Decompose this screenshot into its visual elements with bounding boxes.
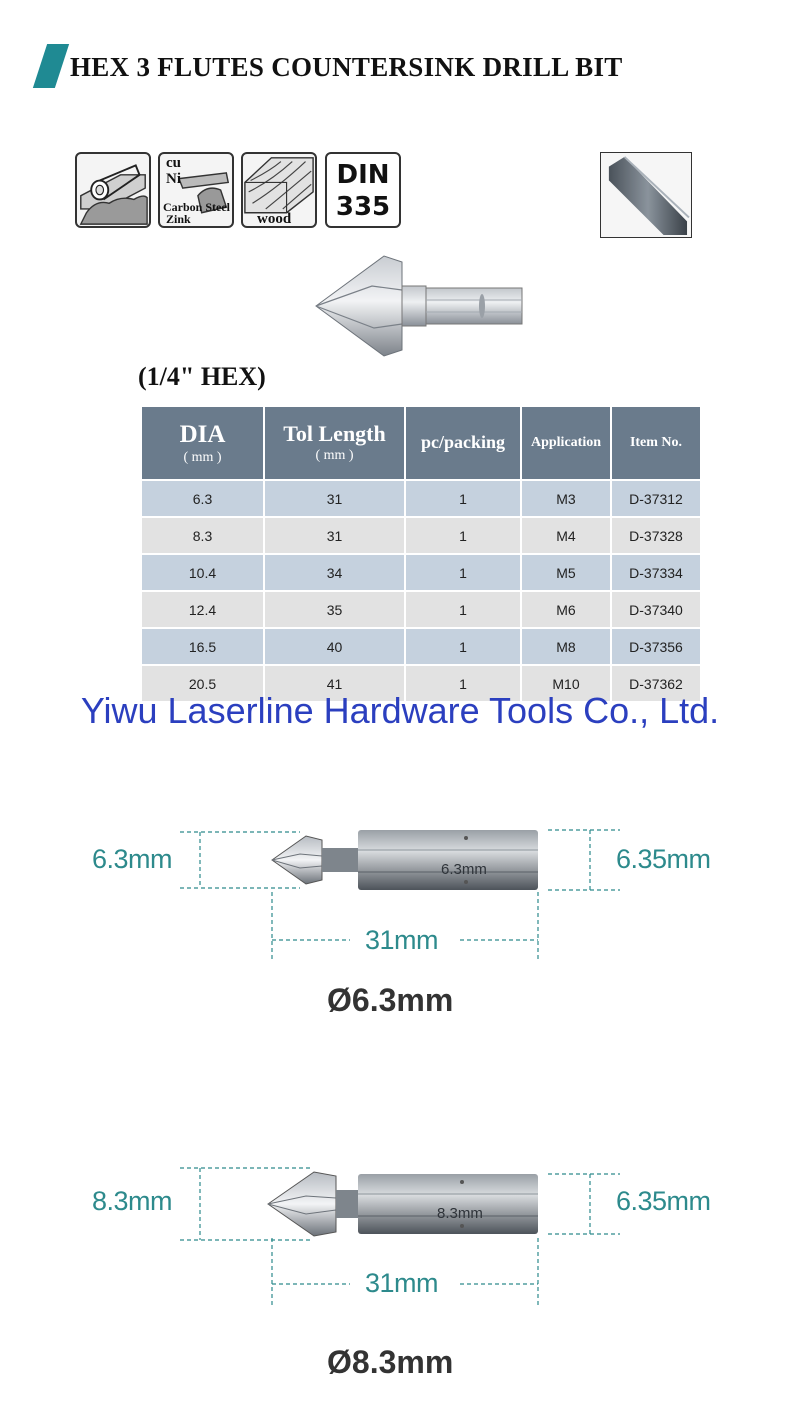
metal-label-carbon-steel: Carbon Steel <box>163 200 230 214</box>
metal-icon <box>158 152 234 228</box>
cell-length: 40 <box>264 628 405 665</box>
page-title: HEX 3 FLUTES COUNTERSINK DRILL BIT <box>70 52 623 82</box>
cell-item-no: D-37340 <box>611 591 701 628</box>
cell-dia: 16.5 <box>141 628 264 665</box>
metal-label-zink: Zink <box>166 212 191 226</box>
header-dia-label: DIA <box>179 420 226 448</box>
table-header-row <box>141 406 701 480</box>
table-row <box>141 554 701 591</box>
company-watermark: Yiwu Laserline Hardware Tools Co., Ltd. <box>80 690 720 731</box>
header-tol-length <box>264 406 405 480</box>
table-row <box>141 628 701 665</box>
cell-dia: 6.3 <box>141 480 264 517</box>
cell-packing: 1 <box>405 517 521 554</box>
header-application: Application <box>521 406 611 480</box>
cell-application: M10 <box>521 665 611 702</box>
din-label: DIN <box>336 160 390 190</box>
diameter-caption: Ø6.3mm <box>327 982 454 1018</box>
header-dia-unit: ( mm ) <box>183 450 222 466</box>
cell-item-no: D-37334 <box>611 554 701 591</box>
cell-packing: 1 <box>405 554 521 591</box>
table-row <box>141 480 701 517</box>
shank-diameter-label: 6.35mm <box>616 1186 711 1216</box>
shank-engraving: 8.3mm <box>437 1205 483 1222</box>
dimension-diagram-8-3 <box>0 1152 800 1392</box>
header-dia <box>141 406 264 480</box>
title-accent-bar <box>33 44 69 88</box>
cell-item-no: D-37356 <box>611 628 701 665</box>
cell-application: M8 <box>521 628 611 665</box>
cell-length: 41 <box>264 665 405 702</box>
wood-icon <box>241 152 317 228</box>
cell-application: M3 <box>521 480 611 517</box>
cell-dia: 10.4 <box>141 554 264 591</box>
metal-label-cu: cu <box>166 155 181 171</box>
spec-table <box>140 405 702 703</box>
cell-dia: 12.4 <box>141 591 264 628</box>
header-pc-packing: pc/packing <box>405 406 521 480</box>
countersink-bit-image <box>312 250 530 360</box>
cell-length: 31 <box>264 480 405 517</box>
shank-engraving: 6.3mm <box>441 861 487 878</box>
header-tol-length-unit: ( mm ) <box>315 448 354 464</box>
cell-length: 34 <box>264 554 405 591</box>
din-number: 335 <box>335 192 391 222</box>
cell-length: 35 <box>264 591 405 628</box>
length-label: 31mm <box>365 1268 439 1298</box>
head-diameter-label: 8.3mm <box>92 1186 173 1216</box>
metal-label-ni: Ni <box>166 171 181 187</box>
cell-length: 31 <box>264 517 405 554</box>
hex-shank-closeup-image <box>600 152 692 238</box>
shank-diameter-label: 6.35mm <box>616 844 711 874</box>
cell-item-no: D-37312 <box>611 480 701 517</box>
cell-packing: 1 <box>405 665 521 702</box>
cell-packing: 1 <box>405 591 521 628</box>
cell-application: M4 <box>521 517 611 554</box>
cell-application: M5 <box>521 554 611 591</box>
cell-packing: 1 <box>405 480 521 517</box>
header-item-no: Item No. <box>611 406 701 480</box>
dimension-diagram-6-3 <box>0 810 800 1040</box>
cell-dia: 20.5 <box>141 665 264 702</box>
cell-item-no: D-37328 <box>611 517 701 554</box>
diameter-caption: Ø8.3mm <box>327 1344 454 1380</box>
header-tol-length-label: Tol Length <box>283 421 386 447</box>
head-diameter-label: 6.3mm <box>92 844 173 874</box>
cell-item-no: D-37362 <box>611 665 701 702</box>
wood-label: wood <box>257 211 292 227</box>
pipe-icon <box>75 152 151 228</box>
length-label: 31mm <box>365 925 439 955</box>
table-row <box>141 591 701 628</box>
cell-dia: 8.3 <box>141 517 264 554</box>
cell-application: M6 <box>521 591 611 628</box>
table-row <box>141 517 701 554</box>
cell-packing: 1 <box>405 628 521 665</box>
din-335-icon <box>325 152 401 228</box>
hex-size-label: (1/4" HEX) <box>138 362 266 391</box>
